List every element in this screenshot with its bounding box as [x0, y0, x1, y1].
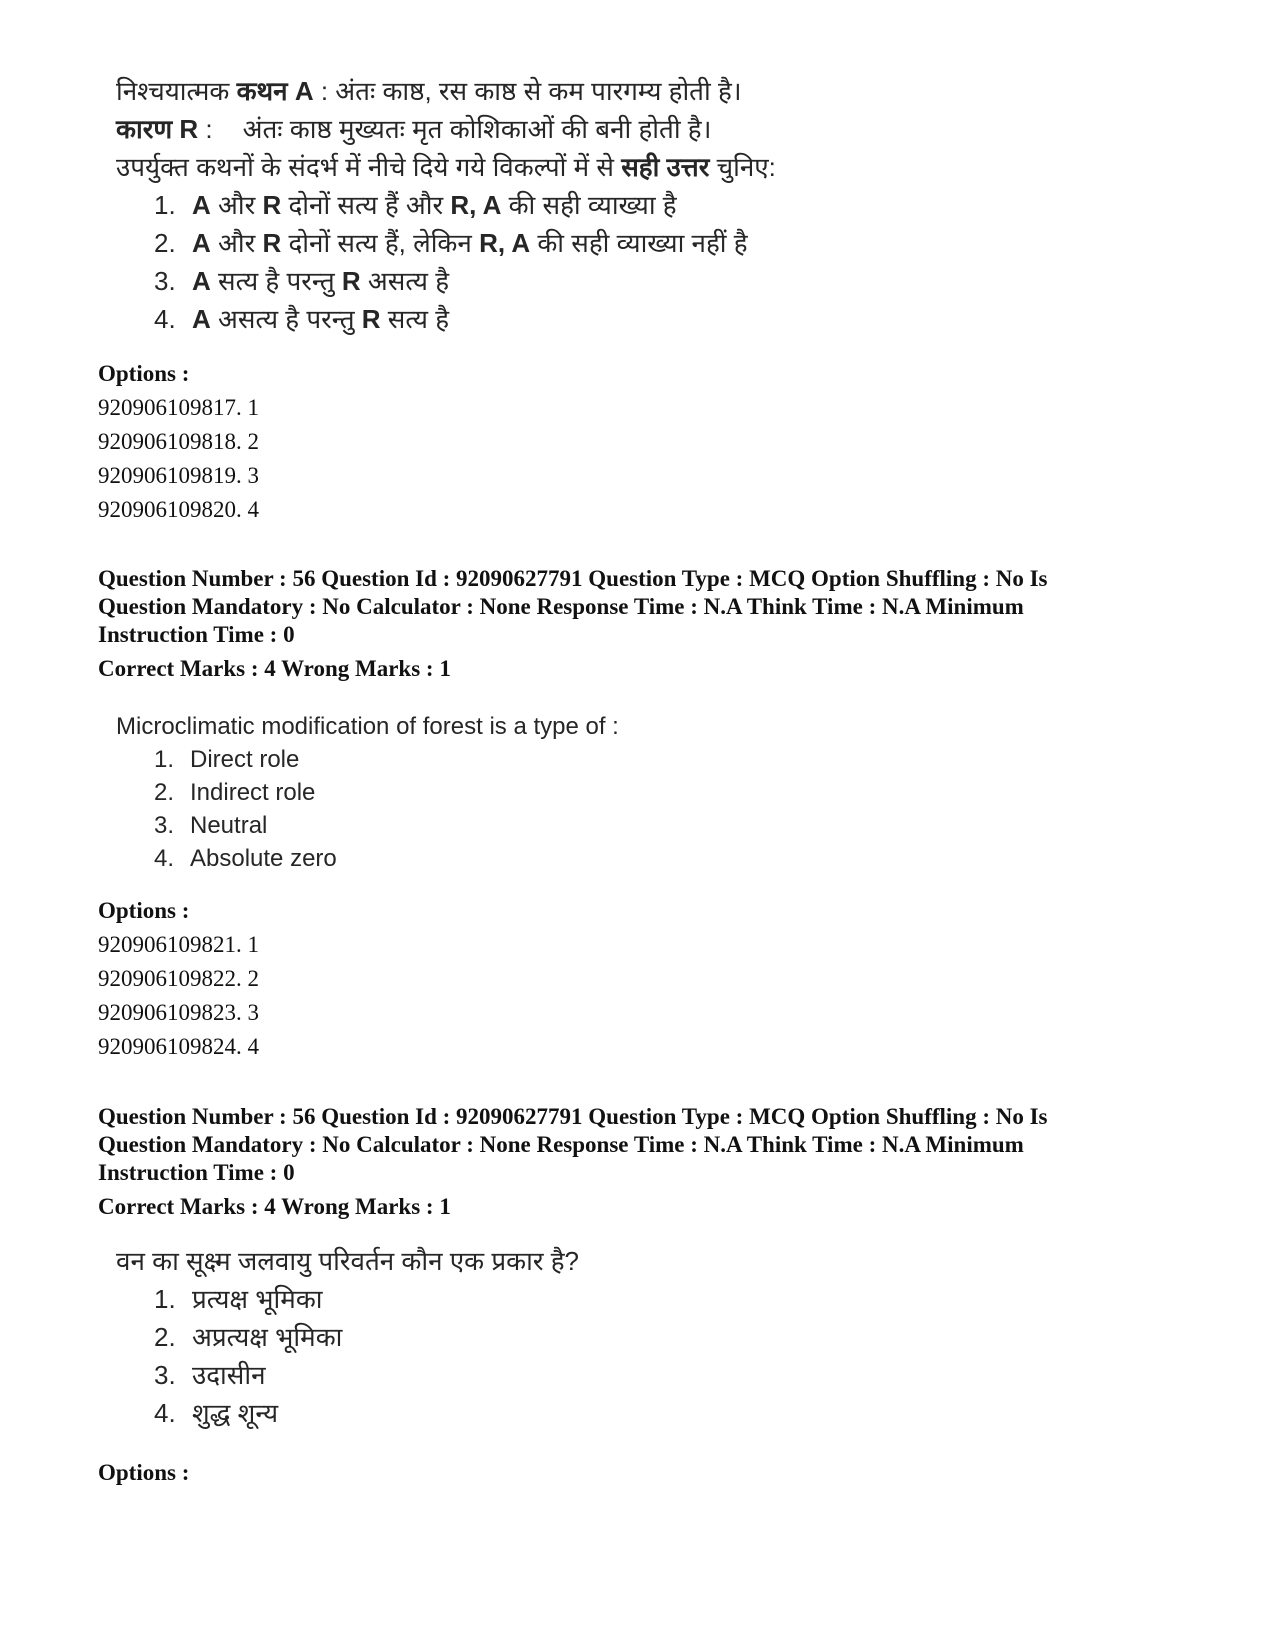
- reason-line: [116, 110, 776, 148]
- item-text: उदासीन: [192, 1360, 266, 1390]
- list-item: [154, 186, 776, 224]
- item-number: 3.: [154, 266, 176, 296]
- meta-line-2: Question Mandatory : No Calculator : None Response Time : N.A Think Time : N.A Minimum: [98, 1132, 1024, 1157]
- list-item: [154, 224, 776, 262]
- meta-line-3: Instruction Time : 0: [98, 622, 295, 647]
- question-56-english-image: [116, 710, 619, 875]
- list-item: [154, 1394, 579, 1432]
- list-item: [154, 300, 776, 338]
- item-r: R: [361, 304, 381, 334]
- options-title: Options :: [98, 1460, 190, 1485]
- list-item: [154, 809, 619, 842]
- item-a: A: [192, 304, 211, 334]
- reason-colon: :: [198, 114, 213, 144]
- option-row: 920906109822. 2: [98, 966, 259, 991]
- meta-line-2: Question Mandatory : No Calculator : None Response Time : N.A Think Time : N.A Minimum: [98, 594, 1024, 619]
- list-item: [154, 262, 776, 300]
- item-number: 1.: [154, 746, 175, 773]
- options-title: Options :: [98, 898, 190, 923]
- item-text: Absolute zero: [190, 845, 337, 872]
- item-text: सत्य है: [380, 304, 450, 334]
- instruction-line: [116, 148, 776, 186]
- item-number: 1.: [154, 190, 176, 220]
- item-number: 2.: [154, 1322, 176, 1352]
- option-row: 920906109821. 1: [98, 932, 259, 957]
- assertion-choices: [116, 186, 776, 338]
- option-row: 920906109819. 3: [98, 463, 259, 488]
- item-r: R: [341, 266, 361, 296]
- item-text: दोनों सत्य हैं और: [281, 190, 451, 220]
- options-block-1: [98, 357, 259, 527]
- list-item: [154, 1356, 579, 1394]
- item-text: दोनों सत्य हैं, लेकिन: [281, 228, 480, 258]
- item-text: असत्य है परन्तु: [210, 304, 362, 334]
- item-text: और: [210, 190, 263, 220]
- marks-line: Correct Marks : 4 Wrong Marks : 1: [98, 1194, 451, 1219]
- item-text: की सही व्याख्या नहीं है: [530, 228, 748, 258]
- list-item: [154, 743, 619, 776]
- item-r: R: [262, 190, 282, 220]
- item-a: A: [192, 190, 211, 220]
- option-row: 920906109823. 3: [98, 1000, 259, 1025]
- question-stem: वन का सूक्ष्म जलवायु परिवर्तन कौन एक प्रकार है?: [116, 1246, 579, 1276]
- option-row: 920906109818. 2: [98, 429, 259, 454]
- reason-label: कारण R: [116, 114, 199, 144]
- assertion-label: कथन A: [236, 76, 314, 106]
- option-row: 920906109817. 1: [98, 395, 259, 420]
- item-a: A: [192, 228, 211, 258]
- item-text: अप्रत्यक्ष भूमिका: [192, 1322, 343, 1352]
- item-text: शुद्ध शून्य: [192, 1398, 279, 1428]
- assertion-line: [116, 72, 776, 110]
- options-block-3: [98, 1456, 189, 1490]
- list-item: [154, 1280, 579, 1318]
- item-number: 4.: [154, 304, 176, 334]
- question-55-hindi-image: [116, 72, 776, 338]
- question-56-hindi-image: [116, 1242, 579, 1432]
- item-text: प्रत्यक्ष भूमिका: [192, 1284, 323, 1314]
- item-text: की सही व्याख्या है: [501, 190, 677, 220]
- item-number: 4.: [154, 1398, 176, 1428]
- question-56-meta-b: [98, 1103, 1198, 1221]
- item-text: Indirect role: [190, 779, 316, 806]
- instruction-prefix: उपर्युक्त कथनों के संदर्भ में नीचे दिये गये विकल्पों में से: [116, 152, 622, 182]
- marks-line: Correct Marks : 4 Wrong Marks : 1: [98, 656, 451, 681]
- instruction-rest: चुनिए:: [709, 152, 776, 182]
- item-number: 2.: [154, 779, 175, 806]
- item-a: A: [192, 266, 211, 296]
- meta-line-3: Instruction Time : 0: [98, 1160, 295, 1185]
- item-text: सत्य है परन्तु: [210, 266, 342, 296]
- option-row: 920906109824. 4: [98, 1034, 259, 1059]
- item-number: 3.: [154, 812, 175, 839]
- item-text: और: [210, 228, 263, 258]
- item-number: 2.: [154, 228, 176, 258]
- instruction-bold: सही उत्तर: [621, 152, 710, 182]
- list-item: [154, 1318, 579, 1356]
- english-choices: [116, 743, 619, 875]
- list-item: [154, 776, 619, 809]
- list-item: [154, 842, 619, 875]
- item-r: R: [262, 228, 282, 258]
- options-block-2: [98, 894, 259, 1064]
- options-title: Options :: [98, 361, 190, 386]
- hindi-choices: [116, 1280, 579, 1432]
- meta-line-1: Question Number : 56 Question Id : 92090627791 Question Type : MCQ Option Shuffling : No Is: [98, 566, 1048, 591]
- option-row: 920906109820. 4: [98, 497, 259, 522]
- item-number: 3.: [154, 1360, 176, 1390]
- item-ra: R, A: [450, 190, 502, 220]
- reason-text: अंतः काष्ठ मुख्यतः मृत कोशिकाओं की बनी होती है।: [242, 114, 712, 144]
- meta-line-1: Question Number : 56 Question Id : 92090627791 Question Type : MCQ Option Shuffling : No Is: [98, 1104, 1048, 1129]
- item-number: 1.: [154, 1284, 176, 1314]
- question-56-meta-a: [98, 565, 1198, 683]
- item-text: असत्य है: [360, 266, 450, 296]
- assertion-text: : अंतः काष्ठ, रस काष्ठ से कम पारगम्य होती है।: [313, 76, 742, 106]
- item-number: 4.: [154, 845, 175, 872]
- item-text: Direct role: [190, 746, 300, 773]
- item-text: Neutral: [190, 812, 268, 839]
- assertion-prefix: निश्चयात्मक: [116, 76, 237, 106]
- question-stem: Microclimatic modification of forest is a type of :: [116, 713, 619, 740]
- item-ra: R, A: [479, 228, 531, 258]
